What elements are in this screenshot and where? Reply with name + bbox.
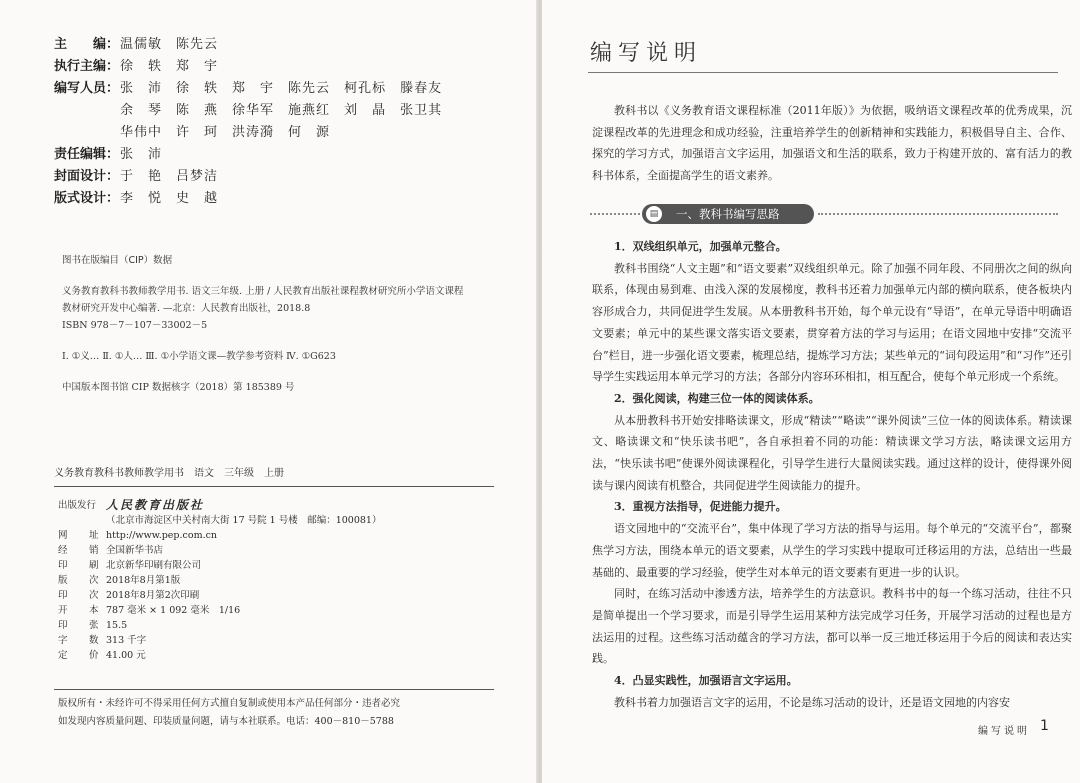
publication-value: http://www.pep.com.cn [106, 530, 218, 541]
cip-record: 中国版本图书馆 CIP 数据核字（2018）第 185389 号 [62, 382, 295, 393]
left-page [0, 0, 538, 783]
publication-row [58, 633, 381, 648]
credit-name: 张 沛 [120, 81, 163, 96]
dotted-rule [818, 213, 1058, 215]
publication-row [58, 528, 381, 543]
section-banner [642, 204, 814, 224]
publication-label: 开 本 [58, 605, 105, 616]
credit-name: 徐 轶 [120, 59, 163, 74]
publication-label: 出版发行 [58, 500, 97, 511]
publication-row [58, 513, 381, 528]
credit-name: 许 珂 [176, 125, 219, 140]
credit-role: 主 编： [54, 37, 120, 52]
publication-value: 41.00 元 [106, 650, 146, 661]
credit-row [54, 78, 460, 144]
credit-role: 版式设计： [54, 191, 120, 206]
publication-label: 网 址 [58, 530, 105, 541]
section-heading: 1．双线组织单元，加强单元整合。 [614, 240, 787, 253]
section-heading: 2．强化阅读，构建三位一体的阅读体系。 [614, 391, 820, 405]
credit-row [54, 188, 460, 210]
dotted-rule [590, 213, 640, 215]
credits-list [54, 34, 460, 210]
publication-row [58, 498, 381, 513]
credit-name: 郑 宇 [232, 81, 275, 96]
cip-block [62, 252, 502, 396]
credit-name: 于 艳 [120, 169, 163, 184]
publication-value: 15.5 [106, 620, 128, 631]
publication-value: 2018年8月第1版 [106, 575, 181, 586]
section-paragraph: 从本册教科书开始安排略读课文，形成“精读”“略读”“课外阅读”三位一体的阅读体系。精读课文、略读课文和“快乐读书吧”，各自承担着不同的功能：精读课文学习方法，略读课文运用方法，“快乐读书吧”使课外阅读课程化，引导学生进行大量阅读实践。通过这样的设计，使得课外阅读与课内阅读有机整合，共同促进学生阅读能力的提升。 [592, 413, 1072, 492]
divider [54, 689, 494, 690]
cip-classification: Ⅰ. ①义… Ⅱ. ①人… Ⅲ. ①小学语文课—教学参考资料 Ⅳ. ①G623 [62, 351, 336, 362]
publication-label: 印 刷 [58, 560, 105, 571]
title-underline [588, 72, 1058, 73]
credit-name: 滕春友 [400, 81, 443, 96]
publication-row [58, 618, 381, 633]
publication-row [58, 543, 381, 558]
running-footer: 编写说明 [978, 726, 1030, 737]
section-paragraph: 教科书着力加强语言文字的运用，不论是练习活动的设计，还是语文园地的内容安 [614, 695, 1010, 709]
credit-name: 陈先云 [288, 81, 331, 96]
publication-row [58, 558, 381, 573]
publication-value: 人民教育出版社 [106, 498, 205, 512]
rights-notice [58, 695, 400, 731]
sections [592, 236, 1072, 713]
book-icon: ▤ [646, 206, 662, 222]
credit-name: 史 越 [176, 191, 219, 206]
credit-name: 李 悦 [120, 191, 163, 206]
credit-name: 何 源 [288, 125, 331, 140]
section-heading: 4．凸显实践性，加强语言文字运用。 [614, 674, 798, 688]
credit-name: 徐华军 [232, 103, 275, 118]
publication-value: （北京市海淀区中关村南大街 17 号院 1 号楼 邮编：100081） [106, 515, 382, 526]
intro-paragraph [592, 100, 1072, 187]
section-heading: 3．重视方法指导，促进能力提升。 [614, 500, 787, 514]
intro-text: 教科书以《义务教育语文课程标准（2011年版）》为依据，吸纳语文课程改革的优秀成果，沉淀课程改革的先进理念和成功经验，注重培养学生的创新精神和实践能力，积极倡导自主、合作、探究的学习方式，加强语言文字运用，加强语文和生活的联系，致力于构建开放的、富有活力的教科书体系，全面提高学生的语文素养。 [592, 104, 1072, 183]
credit-row [54, 56, 460, 78]
credit-name: 吕梦洁 [176, 169, 219, 184]
credit-name: 华伟中 [120, 125, 163, 140]
credit-role: 编写人员： [54, 81, 120, 96]
credit-name: 张 沛 [120, 147, 163, 162]
publication-value: 全国新华书店 [106, 545, 164, 556]
publication-label: 版 次 [58, 575, 105, 586]
publication-label: 印 次 [58, 590, 105, 601]
credit-role: 封面设计： [54, 169, 120, 184]
credit-row [54, 166, 460, 188]
banner-label: 一、教科书编写思路 [676, 207, 780, 221]
credit-name: 余 琴 [120, 103, 163, 118]
credit-name: 洪涛漪 [232, 125, 275, 140]
credit-role: 执行主编： [54, 59, 120, 74]
publication-label: 定 价 [58, 650, 105, 661]
publication-label: 印 张 [58, 620, 105, 631]
credit-name: 柯孔标 [344, 81, 387, 96]
cip-isbn: ISBN 978－7－107－33002－5 [62, 320, 208, 331]
publication-row [58, 648, 381, 663]
section-paragraph: 语文园地中的“交流平台”，集中体现了学习方法的指导与运用。每个单元的“交流平台”，都聚焦学习方法，围绕本单元的语文要素，从学生的学习实践中提取可迁移运用的方法，总结出一些最基础的、最重要的学习经验，使学生对本单元的语文要素有更进一步的认识。 [592, 522, 1072, 579]
section-paragraph: 同时，在练习活动中渗透方法，培养学生的方法意识。教科书中的每一个练习活动，往往不只是简单提出一个学习要求，而是引导学生运用某种方法完成学习任务，开展学习活动的过程也是方法运用的过程。这些练习活动蕴含的学习方法，都可以举一反三地迁移运用于今后的阅读和表达实践。 [592, 587, 1072, 666]
publication-row [58, 603, 381, 618]
series-title: 义务教育教科书教师教学用书 语文 三年级 上册 [54, 468, 284, 479]
publication-value: 313 千字 [106, 635, 147, 646]
publication-label: 经 销 [58, 545, 105, 556]
cip-title: 图书在版编目（CIP）数据 [62, 255, 173, 266]
page-title: 编写说明 [590, 41, 703, 66]
credit-name: 徐 轶 [176, 81, 219, 96]
publication-info [58, 498, 381, 663]
divider [54, 486, 494, 487]
rights-line: 如发现内容质量问题、印装质量问题，请与本社联系。电话：400－810－5788 [58, 716, 394, 727]
publication-row [58, 573, 381, 588]
credit-row [54, 144, 460, 166]
credit-role: 责任编辑： [54, 147, 120, 162]
publication-value: 2018年8月第2次印刷 [106, 590, 200, 601]
section-paragraph: 教科书围绕“人文主题”和“语文要素”双线组织单元。除了加强不同年段、不同册次之间的纵向联系，体现由易到难、由浅入深的发展梯度，教科书还着力加强单元内部的横向联系，使各板块内容形成合力，共同促进学生发展。从本册教科书开始，每个单元设有“导语”，在单元导语中明确语文要素；单元中的某些课文落实语文要素，贯穿着方法的学习与运用；在语文园地中安排“交流平台”栏目，进一步强化语文要素，梳理总结，提炼学习方法；某些单元的“词句段运用”和“习作”还引导学生实践运用本单元学习的方法；各部分内容环环相扣，相互配合，使每个单元形成一个系统。 [592, 261, 1072, 384]
credit-row [54, 34, 460, 56]
cip-line1: 义务教育教科书教师教学用书. 语文三年级. 上册 / 人民教育出版社课程教材研究所小学语文课程 [62, 286, 464, 297]
publication-row [58, 588, 381, 603]
credit-name: 陈先云 [176, 37, 219, 52]
page-number: 1 [1040, 718, 1049, 734]
publication-label: 字 数 [58, 635, 105, 646]
credit-name: 施燕红 [288, 103, 331, 118]
credit-name: 陈 燕 [176, 103, 219, 118]
credit-name: 温儒敏 [120, 37, 163, 52]
publication-value: 北京新华印刷有限公司 [106, 560, 202, 571]
credit-name: 郑 宇 [176, 59, 219, 74]
publication-label [58, 513, 106, 528]
cip-line2: 教材研究开发中心编著. —北京：人民教育出版社，2018.8 [62, 303, 311, 314]
publication-value: 787 毫米 × 1 092 毫米 1/16 [106, 605, 241, 616]
right-page [542, 0, 1080, 783]
credit-name: 张卫其 [400, 103, 443, 118]
credit-name: 刘 晶 [344, 103, 387, 118]
rights-line: 版权所有・未经许可不得采用任何方式擅自复制或使用本产品任何部分・违者必究 [58, 698, 401, 709]
